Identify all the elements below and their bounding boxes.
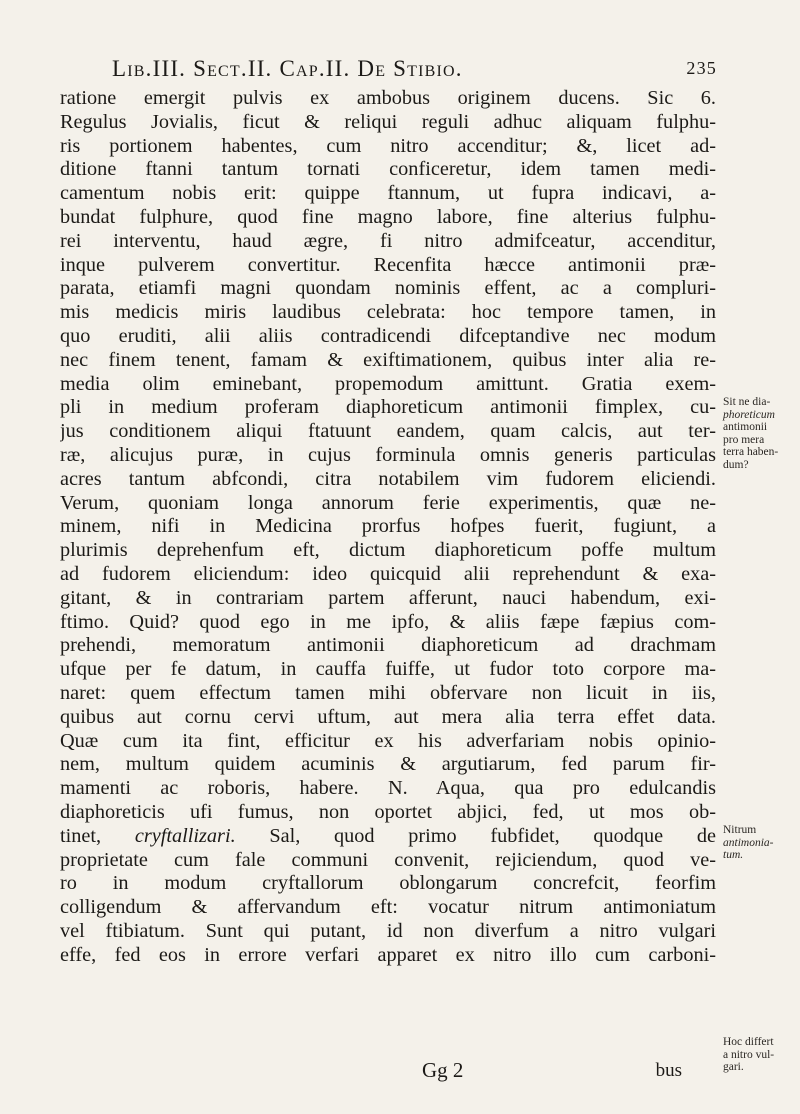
text-line: tinet, cryftallizari. Sal, quod primo fubfidet, quodque de [60, 824, 716, 847]
text-line: media olim eminebant, propemodum amittunt. Gratia exem- [60, 372, 716, 395]
text-line: Verum, quoniam longa annorum ferie experimentis, quæ ne- [60, 491, 716, 514]
margin-note-line: tum. [723, 849, 744, 861]
margin-note-line: Nitrum [723, 824, 757, 836]
text-line: colligendum & affervandum eft: vocatur nitrum antimoniatum [60, 896, 716, 919]
text-line: gitant, & in contrariam partem afferunt, nauci habendum, exi- [60, 586, 716, 609]
margin-note-line: terra haben- [723, 446, 779, 458]
margin-note-line: a nitro vul- [723, 1048, 775, 1061]
text-line: mamenti ac roboris, habere. N. Aqua, qua pro edulcandis [60, 777, 716, 800]
text-line: ræ, alicujus puræ, in cujus forminula omnis generis particulas [60, 443, 716, 466]
text-line: diaphoreticis ufi fumus, non oportet abjici, fed, ut mos ob- [60, 800, 716, 823]
margin-note-line: pro mera [723, 433, 765, 446]
catchword: bus [655, 1060, 682, 1081]
text-line: quibus aut cornu cervi uftum, aut mera alia terra effet data. [60, 705, 716, 728]
text-line: minem, nifi in Medicina prorfus hofpes fuerit, fugiunt, a [60, 515, 716, 538]
signature-mark: Gg 2 [422, 1058, 464, 1082]
running-header [112, 56, 717, 84]
page-number: 235 [686, 58, 717, 78]
text-line: mis medicis miris laudibus celebrata: hoc tempore tamen, in [60, 301, 716, 324]
text-line: effe, fed eos in errore verfari apparet ex nitro illo cum carboni- [60, 943, 716, 966]
page-footer [422, 1058, 682, 1084]
margin-note-nitrum [723, 824, 798, 862]
text-line: parata, etiamfi magni quondam nominis effent, ac a compluri- [60, 277, 716, 300]
text-line: jus conditionem aliqui ftatuunt eandem, quam calcis, aut ter- [60, 420, 716, 443]
text-line: ufque per fe datum, in cauffa fuiffe, ut fudor toto corpore ma- [60, 658, 716, 681]
margin-note-differt [723, 1036, 798, 1074]
body-text [60, 87, 716, 967]
text-line: rei interventu, haud ægre, fi nitro admifceatur, accenditur, [60, 229, 716, 252]
margin-note-line: dum? [723, 458, 749, 471]
text-line: nem, multum quidem acuminis & argutiarum, fed parum fir- [60, 753, 716, 776]
running-head: Lib.III. Sect.II. Cap.II. De Stibio. [112, 56, 463, 81]
text-line: Regulus Jovialis, ficut & reliqui reguli adhuc aliquam fulphu- [60, 110, 716, 133]
text-line: ro in modum cryftallorum oblongarum concrefcit, feorfim [60, 872, 716, 895]
margin-note-line: antimonii [723, 421, 768, 433]
text-line: plurimis deprehenfum eft, dictum diaphoreticum poffe multum [60, 539, 716, 562]
text-line: ad fudorem eliciendum: ideo quicquid alii reprehendunt & exa- [60, 562, 716, 585]
margin-note-line: antimonia- [723, 836, 774, 849]
text-line: ratione emergit pulvis ex ambobus originem ducens. Sic 6. [60, 87, 716, 109]
text-line: ditione ftanni tantum tornati conficeretur, idem tamen medi- [60, 158, 716, 181]
margin-note-line: Hoc differt [723, 1036, 774, 1048]
text-line: inque pulverem convertitur. Recenfita hæcce antimonii præ- [60, 253, 716, 276]
text-line: vel ftibiatum. Sunt qui putant, id non diverfum a nitro vulgari [60, 919, 716, 942]
text-line: pli in medium proferam diaphoreticum antimonii fimplex, cu- [60, 396, 716, 419]
text-line: ftimo. Quid? quod ego in me ipfo, & aliis fæpe fæpius com- [60, 610, 716, 633]
text-line: Quæ cum ita fint, efficitur ex his adverfariam nobis opinio- [60, 729, 716, 752]
text-line: naret: quem effectum tamen mihi obfervare non licuit in iis, [60, 681, 716, 704]
margin-note-diaphoretic [723, 396, 798, 471]
margin-note-line: gari. [723, 1061, 744, 1073]
italic-term: cryftallizari. [134, 824, 236, 847]
text-line: bundat fulphure, quod fine magno labore, fine alterius fulphu- [60, 205, 716, 228]
margin-note-line: Sit ne dia- [723, 396, 771, 408]
text-line: quo eruditi, alii aliis contradicendi difceptandive nec modum [60, 324, 716, 347]
margin-note-line: phoreticum [723, 408, 775, 421]
text-line: prehendi, memoratum antimonii diaphoreticum ad drachmam [60, 634, 716, 657]
text-line: acres tantum abfcondi, citra notabilem vim fudorem eliciendi. [60, 467, 716, 490]
text-line: ris portionem habentes, cum nitro accenditur; &, licet ad- [60, 134, 716, 157]
text-line: camentum nobis erit: quippe ftannum, ut fupra indicavi, a- [60, 182, 716, 205]
text-line: proprietate cum fale communi convenit, rejiciendum, quod ve- [60, 848, 716, 871]
text-line: nec finem tenent, famam & exiftimationem, quibus inter alia re- [60, 348, 716, 371]
